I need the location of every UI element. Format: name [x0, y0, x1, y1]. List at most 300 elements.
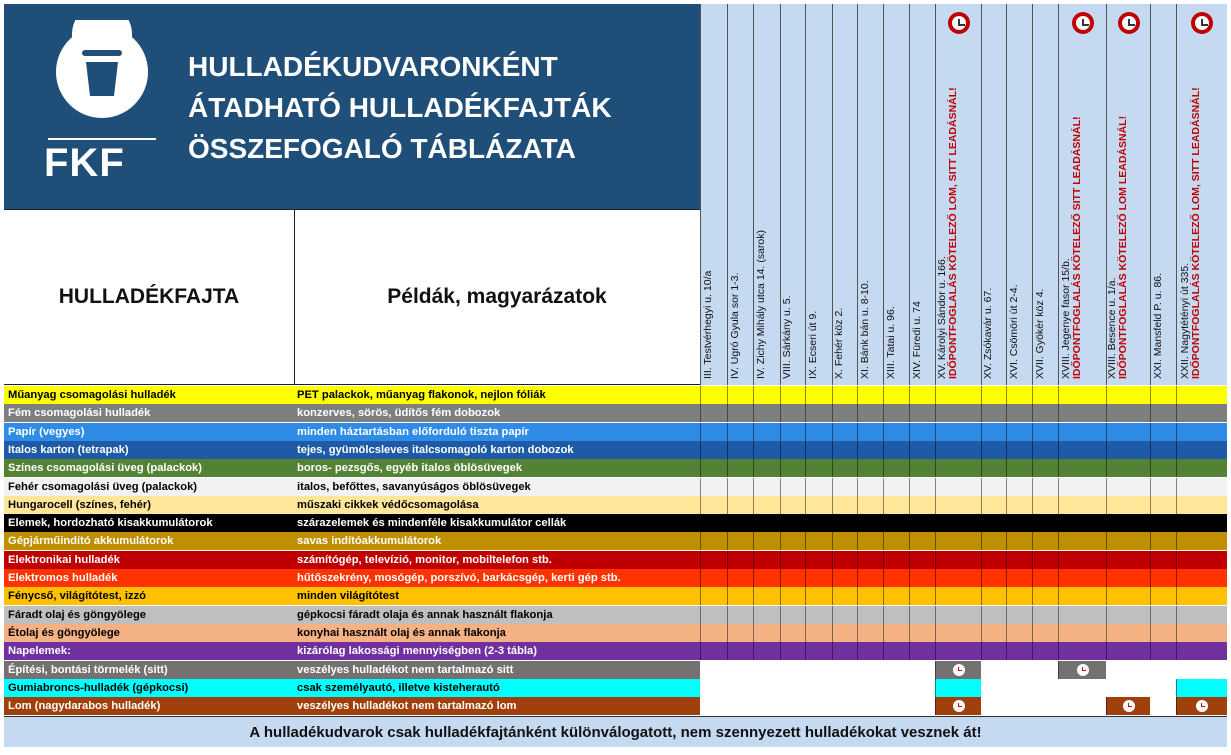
page-title — [188, 46, 612, 169]
not-accepted-cell — [1176, 661, 1227, 679]
not-accepted-cell — [727, 661, 753, 679]
accepted-cell — [935, 496, 981, 514]
accepted-cell — [857, 423, 883, 441]
location-name: X. Fehér köz 2. — [833, 307, 845, 379]
accepted-cell — [805, 423, 832, 441]
accepted-cell — [883, 459, 909, 477]
accepted-cell — [857, 386, 883, 404]
accepted-cell — [1032, 441, 1058, 459]
waste-row — [4, 569, 1227, 587]
accepted-cell — [857, 404, 883, 422]
accepted-cell — [883, 478, 909, 496]
accepted-cell — [727, 459, 753, 477]
acceptance-cells — [700, 642, 1227, 660]
not-accepted-cell — [727, 679, 753, 697]
accepted-cell — [753, 606, 780, 624]
appointment-warning: IDŐPONTFOGLALÁS KÖTELEZŐ LOM LEADÁSNÁL! — [1116, 115, 1129, 379]
accepted-cell — [753, 532, 780, 550]
accepted-cell — [935, 606, 981, 624]
not-accepted-cell — [700, 679, 727, 697]
accepted-cell — [727, 386, 753, 404]
accepted-cell — [832, 642, 857, 660]
waste-type: Lom (nagydarabos hulladék) — [4, 697, 294, 715]
waste-example: minden világítótest — [294, 587, 700, 605]
column-header-examples: Példák, magyarázatok — [387, 284, 607, 308]
accepted-cell — [1058, 386, 1106, 404]
location-column-3 — [753, 4, 780, 385]
location-label — [886, 306, 897, 379]
accepted-cell — [981, 404, 1006, 422]
waste-row — [4, 606, 1227, 624]
accepted-cell — [1106, 496, 1150, 514]
location-name: XXI. Mansfeld P. u. 86. — [1151, 272, 1164, 379]
not-accepted-cell — [1150, 697, 1176, 715]
accepted-cell — [883, 423, 909, 441]
accepted-cell — [1058, 514, 1106, 532]
accepted-cell — [1176, 587, 1227, 605]
waste-type: Elektronikai hulladék — [4, 551, 294, 569]
location-column-6 — [832, 4, 857, 385]
location-label — [1153, 273, 1164, 379]
accepted-cell — [1006, 606, 1032, 624]
accepted-cell — [1150, 587, 1176, 605]
accepted-cell — [1176, 459, 1227, 477]
accepted-cell — [832, 514, 857, 532]
accepted-cell — [832, 532, 857, 550]
accepted-cell — [1106, 386, 1150, 404]
location-label — [912, 301, 923, 379]
accepted-cell — [981, 532, 1006, 550]
waste-example: számítógép, televízió, monitor, mobiltelefon stb. — [294, 551, 700, 569]
accepted-cell — [700, 569, 727, 587]
not-accepted-cell — [1058, 697, 1106, 715]
appointment-warning: IDŐPONTFOGLALÁS KÖTELEZŐ LOM, SITT LEADÁSNÁL! — [1190, 87, 1202, 379]
acceptance-cells — [700, 606, 1227, 624]
accepted-cell — [935, 679, 981, 697]
alarm-clock-icon — [1191, 12, 1213, 34]
not-accepted-cell — [1150, 679, 1176, 697]
not-accepted-cell — [1058, 679, 1106, 697]
accepted-cell — [1176, 514, 1227, 532]
accepted-cell — [832, 386, 857, 404]
waste-example: műszaki cikkek védőcsomagolása — [294, 496, 700, 514]
accepted-cell — [883, 496, 909, 514]
accepted-cell — [1006, 386, 1032, 404]
acceptance-cells — [700, 569, 1227, 587]
accepted-cell — [935, 441, 981, 459]
accepted-cell — [1058, 459, 1106, 477]
waste-row — [4, 404, 1227, 422]
accepted-cell — [1006, 459, 1032, 477]
accepted-cell — [1006, 514, 1032, 532]
accepted-cell — [1058, 496, 1106, 514]
accepted-cell — [981, 587, 1006, 605]
not-accepted-cell — [1106, 661, 1150, 679]
accepted-cell — [780, 569, 805, 587]
acceptance-cells — [700, 661, 1227, 679]
accepted-cell — [1150, 514, 1176, 532]
location-label — [808, 311, 819, 379]
waste-example: savas indítóakkumulátorok — [294, 532, 700, 550]
accepted-cell — [981, 459, 1006, 477]
accepted-cell — [805, 642, 832, 660]
footer-note: A hulladékudvarok csak hulladékfajtánként különválogatott, nem szennyezett hulladékokat vesznek át! — [4, 716, 1227, 747]
waste-example: minden háztartásban előforduló tiszta papír — [294, 423, 700, 441]
accepted-cell — [981, 624, 1006, 642]
accepted-cell — [981, 423, 1006, 441]
accepted-cell — [1032, 514, 1058, 532]
accepted-cell — [1106, 624, 1150, 642]
location-name: VIII. Sárkány u. 5. — [781, 295, 793, 379]
not-accepted-cell — [805, 661, 832, 679]
not-accepted-cell — [909, 661, 935, 679]
accepted-cell — [857, 587, 883, 605]
location-label — [937, 87, 959, 379]
location-label — [756, 230, 767, 379]
accepted-cell — [1176, 496, 1227, 514]
waste-type: Gumiabroncs-hulladék (gépkocsi) — [4, 679, 294, 697]
accepted-cell — [780, 496, 805, 514]
not-accepted-cell — [1006, 661, 1032, 679]
accepted-cell — [1176, 679, 1227, 697]
waste-row — [4, 386, 1227, 404]
location-name: XVIII. Besence u. 1/a. — [1105, 277, 1118, 379]
accepted-cell — [700, 459, 727, 477]
accepted-cell — [883, 642, 909, 660]
accepted-cell — [935, 386, 981, 404]
accepted-cell — [883, 624, 909, 642]
accepted-cell — [1032, 459, 1058, 477]
not-accepted-cell — [857, 697, 883, 715]
accepted-cell — [727, 606, 753, 624]
accepted-cell — [909, 624, 935, 642]
location-column-13 — [1032, 4, 1058, 385]
accepted-cell — [935, 569, 981, 587]
accepted-cell — [753, 514, 780, 532]
accepted-cell — [1176, 624, 1227, 642]
acceptance-cells — [700, 624, 1227, 642]
location-column-7 — [857, 4, 883, 385]
not-accepted-cell — [832, 679, 857, 697]
title-line-3: ÖSSZEFOGALÓ TÁBLÁZATA — [188, 133, 576, 164]
accepted-cell — [1058, 661, 1106, 679]
location-column-14 — [1058, 4, 1106, 385]
accepted-cell — [1106, 606, 1150, 624]
accepted-cell — [981, 514, 1006, 532]
fkf-logo-text: FKF — [44, 141, 125, 185]
location-name: IV. Ugró Gyula sor 1-3. — [728, 272, 741, 379]
location-name: XV. Zsókavár u. 67. — [982, 287, 994, 379]
waste-type: Fehér csomagolási üveg (palackok) — [4, 478, 294, 496]
accepted-cell — [727, 514, 753, 532]
accepted-cell — [805, 606, 832, 624]
accepted-cell — [1106, 697, 1150, 715]
appointment-clock-icon — [1077, 664, 1089, 676]
accepted-cell — [935, 459, 981, 477]
accepted-cell — [700, 587, 727, 605]
accepted-cell — [1032, 404, 1058, 422]
not-accepted-cell — [883, 679, 909, 697]
accepted-cell — [1058, 404, 1106, 422]
alarm-clock-icon — [1118, 12, 1140, 34]
waste-type: Építési, bontási törmelék (sitt) — [4, 661, 294, 679]
accepted-cell — [780, 423, 805, 441]
accepted-cell — [780, 642, 805, 660]
accepted-cell — [935, 661, 981, 679]
waste-example: szárazelemek és mindenféle kisakkumulátor cellák — [294, 514, 700, 532]
accepted-cell — [1032, 569, 1058, 587]
waste-example: hűtőszekrény, mosógép, porszívó, barkácsgép, kerti gép stb. — [294, 569, 700, 587]
not-accepted-cell — [753, 697, 780, 715]
accepted-cell — [1150, 551, 1176, 569]
accepted-cell — [1006, 569, 1032, 587]
accepted-cell — [780, 587, 805, 605]
accepted-cell — [1106, 478, 1150, 496]
waste-example: konzerves, sörös, üdítős fém dobozok — [294, 404, 700, 422]
waste-type: Fénycső, világítótest, izzó — [4, 587, 294, 605]
waste-row — [4, 661, 1227, 679]
accepted-cell — [1176, 386, 1227, 404]
accepted-cell — [1032, 496, 1058, 514]
not-accepted-cell — [805, 679, 832, 697]
waste-row — [4, 697, 1227, 715]
waste-type: Elemek, hordozható kisakkumulátorok — [4, 514, 294, 532]
location-name: XXII. Nagytétényi út 335. — [1179, 262, 1191, 379]
not-accepted-cell — [909, 679, 935, 697]
accepted-cell — [753, 423, 780, 441]
accepted-cell — [805, 478, 832, 496]
accepted-cell — [857, 642, 883, 660]
accepted-cell — [1150, 423, 1176, 441]
accepted-cell — [981, 478, 1006, 496]
not-accepted-cell — [753, 679, 780, 697]
waste-type: Napelemek: — [4, 642, 294, 660]
accepted-cell — [1032, 386, 1058, 404]
location-label — [983, 288, 994, 379]
accepted-cell — [883, 404, 909, 422]
waste-type: Színes csomagolási üveg (palackok) — [4, 459, 294, 477]
not-accepted-cell — [700, 661, 727, 679]
accepted-cell — [805, 496, 832, 514]
location-column-5 — [805, 4, 832, 385]
accepted-cell — [1058, 441, 1106, 459]
accepted-cell — [780, 441, 805, 459]
appointment-clock-icon — [953, 664, 965, 676]
accepted-cell — [1176, 441, 1227, 459]
location-label — [703, 271, 714, 379]
accepted-cell — [753, 551, 780, 569]
accepted-cell — [1006, 532, 1032, 550]
accepted-cell — [727, 441, 753, 459]
location-column-4 — [780, 4, 805, 385]
accepted-cell — [1106, 423, 1150, 441]
accepted-cell — [883, 386, 909, 404]
accepted-cell — [1032, 423, 1058, 441]
accepted-cell — [1176, 532, 1227, 550]
accepted-cell — [883, 587, 909, 605]
accepted-cell — [1176, 606, 1227, 624]
accepted-cell — [832, 478, 857, 496]
acceptance-cells — [700, 514, 1227, 532]
location-label — [1107, 116, 1129, 379]
accepted-cell — [700, 386, 727, 404]
accepted-cell — [909, 587, 935, 605]
waste-row — [4, 459, 1227, 477]
accepted-cell — [1150, 478, 1176, 496]
accepted-cell — [780, 606, 805, 624]
accepted-cell — [700, 441, 727, 459]
accepted-cell — [1176, 478, 1227, 496]
location-name: XI. Bánk bán u. 8-10. — [858, 280, 871, 379]
accepted-cell — [700, 606, 727, 624]
accepted-cell — [857, 532, 883, 550]
accepted-cell — [1150, 569, 1176, 587]
accepted-cell — [1032, 624, 1058, 642]
appointment-clock-icon — [953, 700, 965, 712]
accepted-cell — [727, 587, 753, 605]
accepted-cell — [883, 551, 909, 569]
accepted-cell — [1106, 569, 1150, 587]
accepted-cell — [753, 404, 780, 422]
not-accepted-cell — [883, 661, 909, 679]
accepted-cell — [753, 386, 780, 404]
waste-example: csak személyautó, illetve kisteherautó — [294, 679, 700, 697]
accepted-cell — [1150, 386, 1176, 404]
waste-example: tejes, gyümölcsleves italcsomagoló karton dobozok — [294, 441, 700, 459]
location-column-12 — [1006, 4, 1032, 385]
accepted-cell — [805, 404, 832, 422]
accepted-cell — [700, 423, 727, 441]
accepted-cell — [935, 514, 981, 532]
acceptance-cells — [700, 697, 1227, 715]
appointment-warning: IDŐPONTFOGLALÁS KÖTELEZŐ LOM, SITT LEADÁSNÁL! — [946, 87, 959, 379]
waste-type: Hungarocell (színes, fehér) — [4, 496, 294, 514]
accepted-cell — [857, 459, 883, 477]
location-name: IV. Zichy Mihály utca 14. (sarok) — [755, 230, 767, 379]
accepted-cell — [981, 551, 1006, 569]
accepted-cell — [727, 404, 753, 422]
accepted-cell — [832, 551, 857, 569]
accepted-cell — [935, 697, 981, 715]
accepted-cell — [1006, 642, 1032, 660]
accepted-cell — [981, 569, 1006, 587]
accepted-cell — [753, 569, 780, 587]
not-accepted-cell — [727, 697, 753, 715]
accepted-cell — [832, 441, 857, 459]
accepted-cell — [700, 532, 727, 550]
accepted-cell — [753, 642, 780, 660]
accepted-cell — [909, 404, 935, 422]
waste-row — [4, 423, 1227, 441]
accepted-cell — [700, 496, 727, 514]
location-name: III. Testvérhegyi u. 10/a — [702, 270, 714, 379]
accepted-cell — [700, 624, 727, 642]
waste-example: veszélyes hulladékot nem tartalmazó lom — [294, 697, 700, 715]
waste-example: boros- pezsgős, egyéb italos öblösüvegek — [294, 459, 700, 477]
accepted-cell — [832, 606, 857, 624]
accepted-cell — [700, 551, 727, 569]
accepted-cell — [1106, 441, 1150, 459]
accepted-cell — [780, 404, 805, 422]
accepted-cell — [780, 386, 805, 404]
waste-type: Műanyag csomagolási hulladék — [4, 386, 294, 404]
location-name: XVII. Gyökér köz 4. — [1033, 288, 1046, 379]
waste-row — [4, 532, 1227, 550]
waste-row — [4, 679, 1227, 697]
accepted-cell — [1006, 496, 1032, 514]
location-label — [730, 273, 741, 379]
accepted-cell — [909, 496, 935, 514]
accepted-cell — [1176, 404, 1227, 422]
accepted-cell — [909, 551, 935, 569]
accepted-cell — [805, 532, 832, 550]
accepted-cell — [1058, 551, 1106, 569]
accepted-cell — [883, 532, 909, 550]
accepted-cell — [1106, 404, 1150, 422]
waste-example: italos, befőttes, savanyúságos öblösüvegek — [294, 478, 700, 496]
accepted-cell — [805, 386, 832, 404]
accepted-cell — [1058, 532, 1106, 550]
accepted-cell — [935, 587, 981, 605]
accepted-cell — [832, 624, 857, 642]
accepted-cell — [1006, 404, 1032, 422]
accepted-cell — [1058, 423, 1106, 441]
accepted-cell — [1006, 624, 1032, 642]
accepted-cell — [1176, 697, 1227, 715]
location-column-15 — [1106, 4, 1150, 385]
acceptance-cells — [700, 532, 1227, 550]
accepted-cell — [780, 624, 805, 642]
location-name: XIII. Tatai u. 96. — [884, 306, 897, 379]
waste-row — [4, 478, 1227, 496]
accepted-cell — [935, 404, 981, 422]
accepted-cell — [1176, 551, 1227, 569]
accepted-cell — [935, 642, 981, 660]
accepted-cell — [1006, 587, 1032, 605]
appointment-clock-icon — [1196, 700, 1208, 712]
acceptance-cells — [700, 423, 1227, 441]
not-accepted-cell — [780, 697, 805, 715]
waste-row — [4, 587, 1227, 605]
accepted-cell — [1106, 551, 1150, 569]
acceptance-cells — [700, 496, 1227, 514]
not-accepted-cell — [883, 697, 909, 715]
accepted-cell — [981, 386, 1006, 404]
accepted-cell — [780, 478, 805, 496]
accepted-cell — [727, 496, 753, 514]
accepted-cell — [700, 642, 727, 660]
accepted-cell — [832, 423, 857, 441]
not-accepted-cell — [1106, 679, 1150, 697]
accepted-cell — [1150, 642, 1176, 660]
accepted-cell — [1106, 459, 1150, 477]
accepted-cell — [909, 642, 935, 660]
accepted-cell — [700, 514, 727, 532]
accepted-cell — [832, 569, 857, 587]
appointment-warning: IDŐPONTFOGLALÁS KÖTELEZŐ SITT LEADÁSNÁL! — [1070, 116, 1083, 379]
location-name: XV. Károlyi Sándor u. 166. — [935, 256, 948, 379]
waste-example: konyhai használt olaj és annak flakonja — [294, 624, 700, 642]
accepted-cell — [981, 642, 1006, 660]
accepted-cell — [909, 386, 935, 404]
location-name: XVIII. Jegenye fasor 15/b. — [1059, 258, 1072, 379]
accepted-cell — [1032, 532, 1058, 550]
accepted-cell — [727, 423, 753, 441]
waste-row — [4, 496, 1227, 514]
accepted-cell — [1106, 514, 1150, 532]
not-accepted-cell — [1032, 661, 1058, 679]
accepted-cell — [805, 587, 832, 605]
